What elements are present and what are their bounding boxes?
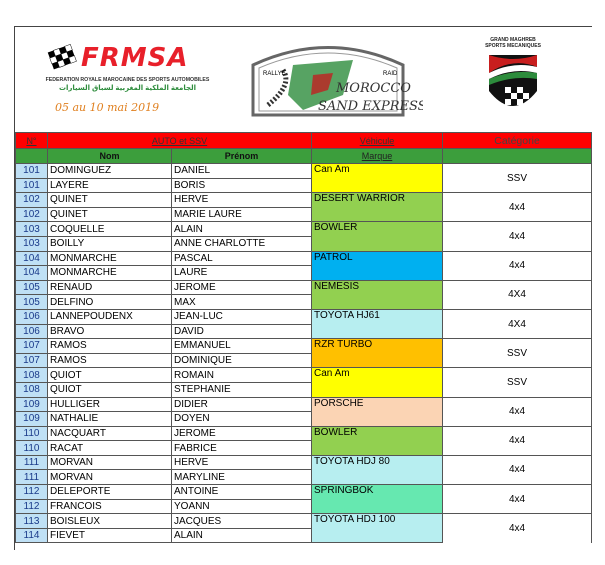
entry-number: 107 (16, 353, 48, 368)
rally-name-2: SAND EXPRESS (318, 99, 423, 114)
driver-firstname: DIDIER (172, 397, 312, 412)
driver-lastname: NATHALIE (48, 412, 172, 427)
frmsa-logo (45, 39, 210, 119)
table-row (16, 164, 592, 179)
entry-number: 113 (16, 514, 48, 529)
driver-lastname: MORVAN (48, 455, 172, 470)
event-date: 05 au 10 mai 2019 (55, 101, 160, 114)
vehicle-category: 4x4 (443, 426, 592, 455)
raid-label: RAID (383, 71, 398, 77)
driver-firstname: YOANN (172, 499, 312, 514)
entry-number: 112 (16, 499, 48, 514)
frmsa-arabic: الجامعة الملكية المغربية لسباق السيارات (58, 85, 197, 92)
driver-firstname: EMMANUEL (172, 339, 312, 354)
entry-number: 114 (16, 528, 48, 543)
vehicle-category: 4x4 (443, 222, 592, 251)
driver-firstname: ALAIN (172, 222, 312, 237)
table-row (16, 426, 592, 441)
entry-number: 112 (16, 485, 48, 500)
vehicle-category: SSV (443, 368, 592, 397)
driver-lastname: RAMOS (48, 339, 172, 354)
driver-lastname: MONMARCHE (48, 251, 172, 266)
entry-number: 104 (16, 251, 48, 266)
table-row (16, 339, 592, 354)
driver-firstname: HERVE (172, 455, 312, 470)
driver-firstname: JEAN-LUC (172, 309, 312, 324)
rally-label: RALLYE (263, 71, 286, 77)
col-vehicle-header: Véhicule (312, 133, 443, 149)
driver-firstname: JACQUES (172, 514, 312, 529)
vehicle-category: 4X4 (443, 309, 592, 338)
table-row (16, 368, 592, 383)
col-num-header: N° (16, 133, 48, 149)
driver-lastname: BRAVO (48, 324, 172, 339)
gm-subtitle: SPORTS MECANIQUES (485, 43, 541, 49)
table-row (16, 455, 592, 470)
driver-firstname: HERVE (172, 193, 312, 208)
driver-firstname: DANIEL (172, 164, 312, 179)
vehicle-brand: Can Am (312, 164, 443, 193)
vehicle-category: SSV (443, 164, 592, 193)
vehicle-category: 4x4 (443, 514, 592, 543)
vehicle-brand: NEMESIS (312, 280, 443, 309)
grand-maghreb-logo (483, 35, 543, 125)
table-row (16, 193, 592, 208)
vehicle-brand: Can Am (312, 368, 443, 397)
entry-number: 101 (16, 178, 48, 193)
driver-firstname: MARIE LAURE (172, 207, 312, 222)
driver-lastname: BOILLY (48, 236, 172, 251)
entry-number: 105 (16, 280, 48, 295)
entry-number: 106 (16, 309, 48, 324)
entry-number: 102 (16, 193, 48, 208)
frmsa-subtitle: FEDERATION ROYALE MAROCAINE DES SPORTS AUTOMOBILES (45, 77, 210, 83)
driver-lastname: MORVAN (48, 470, 172, 485)
rally-name-1: MOROCCO (336, 81, 411, 96)
driver-firstname: MARYLINE (172, 470, 312, 485)
driver-lastname: LAYERE (48, 178, 172, 193)
entry-number: 106 (16, 324, 48, 339)
table-row (16, 309, 592, 324)
driver-lastname: DELFINO (48, 295, 172, 310)
driver-firstname: DAVID (172, 324, 312, 339)
driver-lastname: QUIOT (48, 382, 172, 397)
rally-logo (233, 35, 423, 125)
driver-lastname: FIEVET (48, 528, 172, 543)
frmsa-title: FRMSA (81, 43, 189, 73)
driver-firstname: ROMAIN (172, 368, 312, 383)
vehicle-brand: BOWLER (312, 426, 443, 455)
entry-number: 110 (16, 426, 48, 441)
table-row (16, 397, 592, 412)
entry-number: 104 (16, 266, 48, 281)
driver-firstname: DOMINIQUE (172, 353, 312, 368)
vehicle-brand: PORSCHE (312, 397, 443, 426)
entry-number: 111 (16, 455, 48, 470)
entry-number: 101 (16, 164, 48, 179)
driver-lastname: RAMOS (48, 353, 172, 368)
vehicle-category: 4x4 (443, 455, 592, 484)
driver-firstname: FABRICE (172, 441, 312, 456)
driver-lastname: MONMARCHE (48, 266, 172, 281)
driver-firstname: JEROME (172, 426, 312, 441)
vehicle-category: 4x4 (443, 251, 592, 280)
vehicle-brand: SPRINGBOK (312, 485, 443, 514)
gm-title: GRAND MAGHREB (490, 37, 536, 43)
entry-number: 107 (16, 339, 48, 354)
driver-lastname: QUINET (48, 207, 172, 222)
table-row (16, 514, 592, 529)
driver-firstname: JEROME (172, 280, 312, 295)
vehicle-brand: BOWLER (312, 222, 443, 251)
driver-lastname: LANNEPOUDENX (48, 309, 172, 324)
driver-lastname: DOMINGUEZ (48, 164, 172, 179)
col-auto-header: AUTO et SSV (48, 133, 312, 149)
col-category-header: Catégorie (443, 133, 592, 149)
driver-lastname: RENAUD (48, 280, 172, 295)
vehicle-category: 4x4 (443, 485, 592, 514)
driver-firstname: LAURE (172, 266, 312, 281)
driver-firstname: ALAIN (172, 528, 312, 543)
driver-firstname: DOYEN (172, 412, 312, 427)
driver-firstname: PASCAL (172, 251, 312, 266)
driver-firstname: MAX (172, 295, 312, 310)
header-logos (15, 27, 591, 132)
driver-lastname: QUIOT (48, 368, 172, 383)
vehicle-brand: DESERT WARRIOR (312, 193, 443, 222)
vehicle-brand: TOYOTA HDJ 100 (312, 514, 443, 543)
header-row-1 (16, 133, 592, 149)
vehicle-brand: RZR TURBO (312, 339, 443, 368)
driver-firstname: STEPHANIE (172, 382, 312, 397)
entry-number: 108 (16, 382, 48, 397)
driver-lastname: FRANCOIS (48, 499, 172, 514)
driver-lastname: BOISLEUX (48, 514, 172, 529)
vehicle-brand: TOYOTA HJ61 (312, 309, 443, 338)
entry-number: 103 (16, 222, 48, 237)
col-nom-header: Nom (48, 149, 172, 164)
entry-list-table (15, 132, 592, 543)
vehicle-category: SSV (443, 339, 592, 368)
table-row (16, 485, 592, 500)
driver-lastname: RACAT (48, 441, 172, 456)
driver-lastname: QUINET (48, 193, 172, 208)
entry-number: 111 (16, 470, 48, 485)
entry-number: 109 (16, 412, 48, 427)
entry-number: 105 (16, 295, 48, 310)
entry-number: 110 (16, 441, 48, 456)
driver-lastname: DELEPORTE (48, 485, 172, 500)
entry-number: 103 (16, 236, 48, 251)
entry-number: 102 (16, 207, 48, 222)
checkered-flag-icon (45, 39, 85, 79)
col-marque-header: Marque (312, 149, 443, 164)
gm-shield-icon (483, 51, 543, 123)
driver-lastname: NACQUART (48, 426, 172, 441)
entry-number: 109 (16, 397, 48, 412)
entry-number: 108 (16, 368, 48, 383)
table-row (16, 280, 592, 295)
vehicle-brand: PATROL (312, 251, 443, 280)
vehicle-category: 4x4 (443, 397, 592, 426)
driver-firstname: ANNE CHARLOTTE (172, 236, 312, 251)
vehicle-category: 4x4 (443, 193, 592, 222)
vehicle-brand: TOYOTA HDJ 80 (312, 455, 443, 484)
table-row (16, 222, 592, 237)
driver-lastname: HULLIGER (48, 397, 172, 412)
col-prenom-header: Prénom (172, 149, 312, 164)
header-row-2 (16, 149, 592, 164)
vehicle-category: 4X4 (443, 280, 592, 309)
driver-firstname: BORIS (172, 178, 312, 193)
driver-lastname: COQUELLE (48, 222, 172, 237)
table-row (16, 251, 592, 266)
driver-firstname: ANTOINE (172, 485, 312, 500)
